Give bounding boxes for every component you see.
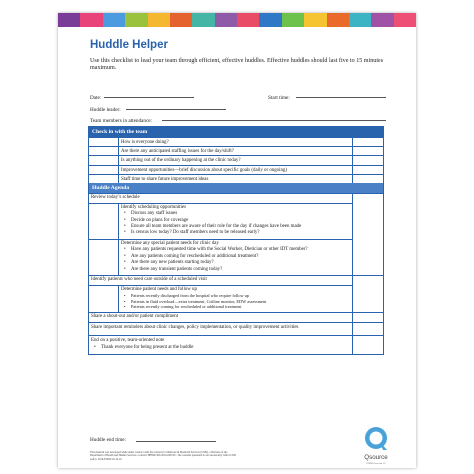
reminders-item: Share important reminders about clinic changes, policy implementation, or quality improvement activities <box>89 323 353 336</box>
list-item: • Decide on plans for coverage <box>131 218 350 224</box>
list-item: • Ensure all team members are aware of their role for the day if changes have been made <box>131 224 350 230</box>
list-item: • Have any patients requested time with the Social Worker, Dietician or other IDT member? <box>131 247 350 253</box>
color-strip-segment <box>237 13 259 27</box>
special-needs-title: Determine any special patient needs for clinic day <box>121 240 219 246</box>
start-time-field[interactable] <box>296 97 386 98</box>
notes-cell[interactable] <box>353 323 383 336</box>
review-schedule: Review today’s schedule <box>91 194 140 200</box>
color-strip-segment <box>103 13 125 27</box>
color-strip-segment <box>304 13 326 27</box>
members-field[interactable] <box>162 120 386 121</box>
identify-outside-visit: Identify patients who need care outside of a scheduled visit <box>91 276 207 282</box>
notes-cell[interactable] <box>353 336 383 354</box>
logo-name: Qsource <box>364 454 388 461</box>
scheduling-title: Identify scheduling opportunities <box>121 204 186 210</box>
color-strip-segment <box>125 13 147 27</box>
disclaimer-text: This material was developed while under contract with the Centers for Medicare & Medicaid Services (CMS), a Division of the Department of Health and Human Services. Contract HHSM-500-2016-00015C. The contents presented do not necessarily reflect CMS policy. 2016-ESRD/16-10-16 <box>90 451 237 461</box>
notes-cell[interactable] <box>353 276 383 312</box>
date-label: Date: <box>90 95 102 101</box>
agenda-row <box>89 275 383 312</box>
end-time-label: Huddle end time: <box>90 437 127 443</box>
special-needs-block <box>89 239 352 275</box>
checkbox-cell[interactable] <box>89 138 119 146</box>
checkin-item: Staff time to share future improvement ideas <box>119 175 353 183</box>
color-strip-segment <box>349 13 371 27</box>
notes-cell[interactable] <box>353 313 383 322</box>
list-item: • Are there any new patients starting today? <box>131 260 350 266</box>
followup-content <box>119 286 352 312</box>
scheduling-list <box>121 211 350 237</box>
agenda-heading: Huddle Agenda <box>89 183 383 193</box>
end-positive-list <box>91 345 350 351</box>
date-field[interactable] <box>104 97 194 98</box>
checkin-row <box>89 174 383 183</box>
checkbox-cell[interactable] <box>89 286 119 312</box>
checkbox-cell[interactable] <box>89 240 119 275</box>
color-strip-segment <box>394 13 416 27</box>
special-needs-list <box>121 247 350 273</box>
checkin-row <box>89 155 383 164</box>
agenda-review-block <box>89 194 353 275</box>
notes-cell[interactable] <box>353 138 383 146</box>
members-label: Team members in attendance: <box>90 118 153 124</box>
list-item: • Are there any transient patients coming today? <box>131 267 350 273</box>
checkin-item: Is anything out of the ordinary happening at the clinic today? <box>119 156 353 164</box>
list-item: • Discuss any staff issues <box>131 211 350 217</box>
color-strip <box>58 13 416 27</box>
page-title: Huddle Helper <box>90 39 168 51</box>
checkbox-cell[interactable] <box>89 147 119 155</box>
checkbox-cell[interactable] <box>89 156 119 164</box>
scheduling-block <box>89 203 352 239</box>
checkbox-cell[interactable] <box>89 204 119 239</box>
leader-field[interactable] <box>126 109 226 110</box>
end-positive-item: End on a positive, team-oriented note <box>91 338 165 344</box>
intro-text: Use this checklist to lead your team through efficient, effective huddles. Effective huddles should last five to 15 minutes maximum. <box>90 58 384 72</box>
color-strip-segment <box>215 13 237 27</box>
checkin-item: How is everyone doing? <box>119 138 353 146</box>
start-time-label: Start time: <box>268 95 290 101</box>
checkin-row <box>89 146 383 155</box>
notes-cell[interactable] <box>353 147 383 155</box>
color-strip-segment <box>192 13 214 27</box>
color-strip-segment <box>58 13 80 27</box>
list-item: • Is census low today? Do staff members need to be released early? <box>131 230 350 236</box>
checkbox-cell[interactable] <box>89 175 119 183</box>
list-item: • Patients recently coming for rescheduled or additional treatment <box>131 304 350 310</box>
color-strip-segment <box>282 13 304 27</box>
followup-block <box>89 285 352 312</box>
agenda-row <box>89 322 383 336</box>
list-item: • Patients in fluid overload—extra treatment, Critline monitor, EDW assessment <box>131 299 350 305</box>
followup-list <box>121 293 350 310</box>
checkin-row <box>89 165 383 174</box>
scheduling-content <box>119 204 352 239</box>
color-strip-segment <box>80 13 102 27</box>
notes-cell[interactable] <box>353 166 383 174</box>
notes-cell[interactable] <box>353 175 383 183</box>
color-strip-segment <box>371 13 393 27</box>
list-item: • Patients recently discharged from the hospital who require follow up <box>131 293 350 299</box>
color-strip-segment <box>259 13 281 27</box>
special-needs-content <box>119 240 352 275</box>
list-item: • Are any patients coming for rescheduled or additional treatment? <box>131 254 350 260</box>
end-time-field[interactable] <box>136 441 216 442</box>
document-page <box>58 13 416 468</box>
leader-label: Huddle leader: <box>90 107 121 113</box>
shoutout-item: Share a shout-out and/or patient compliment <box>89 313 353 322</box>
logo-subtitle: ESRD Network 10 <box>366 462 386 465</box>
agenda-row <box>89 312 383 322</box>
checkin-item: Improvement opportunities—brief discussion about specific goals (daily or ongoing) <box>119 166 353 174</box>
color-strip-segment <box>148 13 170 27</box>
followup-title: Determine patient needs and follow up <box>121 286 197 292</box>
checkin-item: Are there any anticipated staffing issues for the day/shift? <box>119 147 353 155</box>
notes-cell[interactable] <box>353 194 383 275</box>
checkin-heading: Check in with the team <box>89 127 383 137</box>
agenda-outside-block <box>89 276 353 312</box>
color-strip-segment <box>327 13 349 27</box>
notes-cell[interactable] <box>353 156 383 164</box>
color-strip-segment <box>170 13 192 27</box>
checklist-table <box>88 126 384 355</box>
checkin-row <box>89 137 383 146</box>
checkbox-cell[interactable] <box>89 166 119 174</box>
list-item: • Thank everyone for being present at the huddle <box>101 345 350 351</box>
agenda-row <box>89 335 383 354</box>
end-positive-block <box>89 336 353 354</box>
agenda-row <box>89 193 383 275</box>
